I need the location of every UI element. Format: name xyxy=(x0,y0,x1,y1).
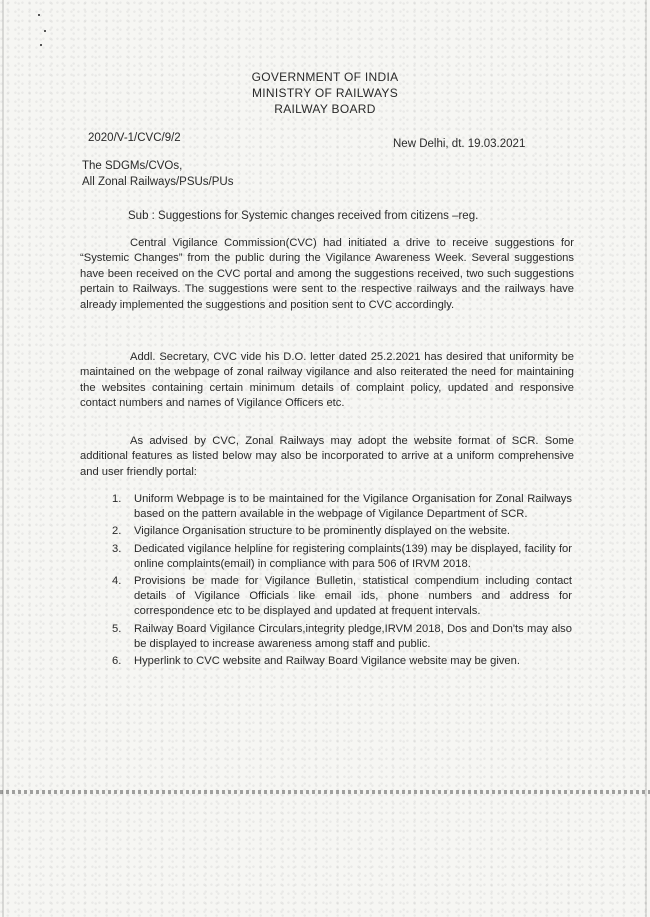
list-item-number: 1. xyxy=(112,493,122,505)
scan-speck xyxy=(40,44,42,46)
list-item-text: Vigilance Organisation structure to be prominently displayed on the website. xyxy=(134,525,511,538)
list-item-text: Uniform Webpage is to be maintained for the Vigilance Organisation for Zonal Railways based on the pattern available in the webpage of Vigilance Department of SCR. xyxy=(134,493,572,521)
paragraph-1-text: Central Vigilance Commission(CVC) had initiated a drive to receive suggestions for “Systemic Changes” from the public during the Vigilance Awareness Week. Several suggestions have been received on the CVC portal and among the suggestions received, two such suggestions pertain to Railways. The suggestions were sent to the respective railways and the railways have already implemented the suggestions and position sent to CVC accordingly. xyxy=(80,237,574,311)
subject-line: Sub : Suggestions for Systemic changes received from citizens –reg. xyxy=(128,210,479,222)
header-ministry: MINISTRY OF RAILWAYS xyxy=(251,86,399,100)
list-item-number: 3. xyxy=(112,542,122,555)
paragraph-3-text: As advised by CVC, Zonal Railways may adopt the website format of SCR. Some additional features as listed below may also be incorporated to arrive at a uniform comprehensive and user friendly portal: xyxy=(80,435,574,478)
letter-reference-number: 2020/V-1/CVC/9/2 xyxy=(88,132,181,144)
list-item-number: 5. xyxy=(112,622,122,635)
addressee-line-1: The SDGMs/CVOs, xyxy=(82,160,183,172)
paragraph-2 xyxy=(80,350,574,412)
list-item xyxy=(112,622,572,652)
header-government: GOVERNMENT OF INDIA xyxy=(251,70,399,84)
scan-edge-right xyxy=(645,0,647,917)
list-item-text: Dedicated vigilance helpline for registering complaints(139) may be displayed, facility for online complaints(email) in compliance with para 506 of IRVM 2018. xyxy=(134,542,572,570)
list-item-number: 6. xyxy=(112,655,122,668)
header-board: RAILWAY BOARD xyxy=(274,102,376,116)
letter-date: New Delhi, dt. 19.03.2021 xyxy=(393,138,526,150)
list-item-text: Hyperlink to CVC website and Railway Board Vigilance website may be given. xyxy=(134,655,520,668)
list-item xyxy=(112,492,572,522)
scan-speck xyxy=(38,14,40,16)
scan-edge-left xyxy=(2,0,4,917)
scan-artifact-line xyxy=(0,790,650,794)
addressee-line-2: All Zonal Railways/PSUs/PUs xyxy=(82,176,234,188)
list-item xyxy=(112,654,572,669)
paragraph-1 xyxy=(80,236,574,313)
list-item-text: Provisions be made for Vigilance Bulletin, statistical compendium including contact details of Vigilance Officials like email ids, phone numbers and address for correspondence etc to be displayed and updated at frequent intervals. xyxy=(134,575,572,618)
list-item xyxy=(112,574,572,620)
list-item xyxy=(112,542,572,572)
list-item-text: Railway Board Vigilance Circulars,integrity pledge,IRVM 2018, Dos and Don'ts may also be displayed to increase awareness among staff and public. xyxy=(134,622,572,650)
paragraph-2-text: Addl. Secretary, CVC vide his D.O. letter dated 25.2.2021 has desired that uniformity be maintained on the webpage of zonal railway vigilance and also reiterated the need for maintaining the websites containing certain minimum details of complaint policy, updated and responsive contact numbers and names of Vigilance Officers etc. xyxy=(80,351,574,410)
list-item-number: 4. xyxy=(112,575,122,588)
features-list xyxy=(112,492,572,671)
paragraph-3 xyxy=(80,434,574,480)
list-item xyxy=(112,524,572,539)
list-item-number: 2. xyxy=(112,525,122,538)
scan-speck xyxy=(44,30,46,32)
